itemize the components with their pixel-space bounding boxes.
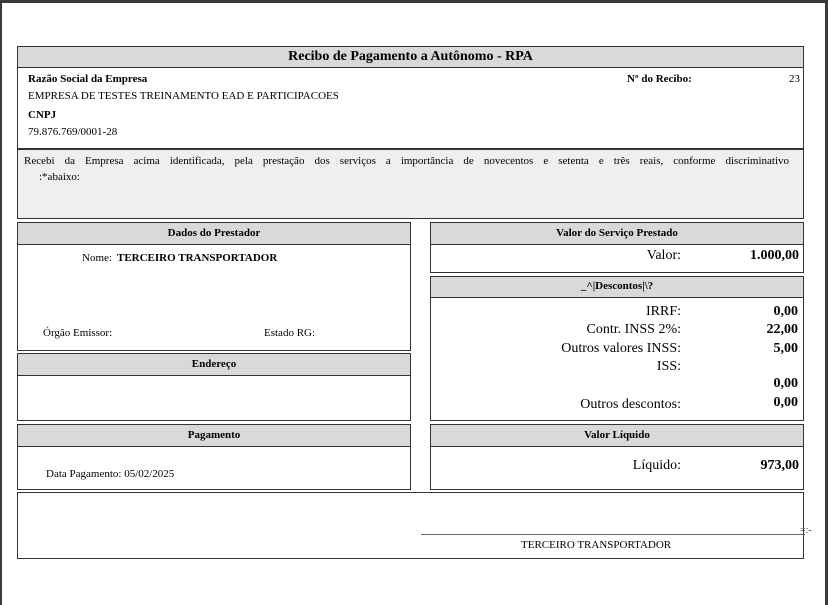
inss-label: Contr. INSS 2%: <box>586 322 681 337</box>
razao-social-value: EMPRESA DE TESTES TREINAMENTO EAD E PARTICIPACOES <box>28 90 339 102</box>
signature-mark: =:- <box>800 525 812 536</box>
prestador-header: Dados do Prestador <box>18 223 410 245</box>
declaration-section <box>17 149 804 219</box>
declaration-line-1: Recebi da Empresa acima identificada, pela prestação dos serviços a importância de novecentos e setenta e três reais, conforme discriminativo <box>24 155 789 167</box>
cnpj-value: 79.876.769/0001-28 <box>28 126 118 138</box>
company-section <box>17 67 804 149</box>
descontos-header: _^|Descontos|\? <box>431 277 803 298</box>
window-top-border <box>0 0 828 3</box>
valor-label: Valor: <box>646 248 681 263</box>
title-bar <box>17 46 804 68</box>
data-pagamento: Data Pagamento: 05/02/2025 <box>46 468 175 480</box>
prestador-section <box>17 222 411 351</box>
endereco-section <box>17 353 411 421</box>
prestador-nome-label: Nome: <box>82 252 112 264</box>
signature-line <box>421 534 805 535</box>
recibo-number-value: 23 <box>789 73 800 85</box>
iss-label: ISS: <box>656 359 681 374</box>
declaration-line-2: :*abaixo: <box>39 171 80 183</box>
page-title: Recibo de Pagamento a Autônomo - RPA <box>288 49 533 64</box>
estado-rg-label: Estado RG: <box>264 327 316 339</box>
outros-inss-label: Outros valores INSS: <box>561 341 681 356</box>
outros-descontos-value: 0,00 <box>773 395 798 410</box>
prestador-nome-value: TERCEIRO TRANSPORTADOR <box>117 252 278 264</box>
liquido-label: Líquido: <box>632 458 681 473</box>
descontos-section <box>430 276 804 421</box>
inss-value: 22,00 <box>766 322 798 337</box>
pagamento-section <box>17 424 411 490</box>
liquido-header: Valor Líquido <box>431 425 803 447</box>
signature-name: TERCEIRO TRANSPORTADOR <box>521 539 672 551</box>
servico-header: Valor do Serviço Prestado <box>431 223 803 245</box>
orgao-emissor-label: Órgão Emissor: <box>43 327 113 339</box>
cnpj-label: CNPJ <box>28 109 57 121</box>
iss-value: 0,00 <box>773 376 798 391</box>
valor-value: 1.000,00 <box>750 248 799 263</box>
window-left-border <box>0 0 2 605</box>
pagamento-header: Pagamento <box>18 425 410 447</box>
outros-descontos-label: Outros descontos: <box>580 397 681 412</box>
irrf-label: IRRF: <box>645 304 681 319</box>
liquido-value: 973,00 <box>760 458 799 473</box>
recibo-number-label: Nº do Recibo: <box>627 73 692 85</box>
servico-section <box>430 222 804 273</box>
signature-section <box>17 492 804 559</box>
outros-inss-value: 5,00 <box>773 341 798 356</box>
liquido-section <box>430 424 804 490</box>
razao-social-label: Razão Social da Empresa <box>28 73 148 85</box>
irrf-value: 0,00 <box>773 304 798 319</box>
endereco-header: Endereço <box>18 354 410 376</box>
